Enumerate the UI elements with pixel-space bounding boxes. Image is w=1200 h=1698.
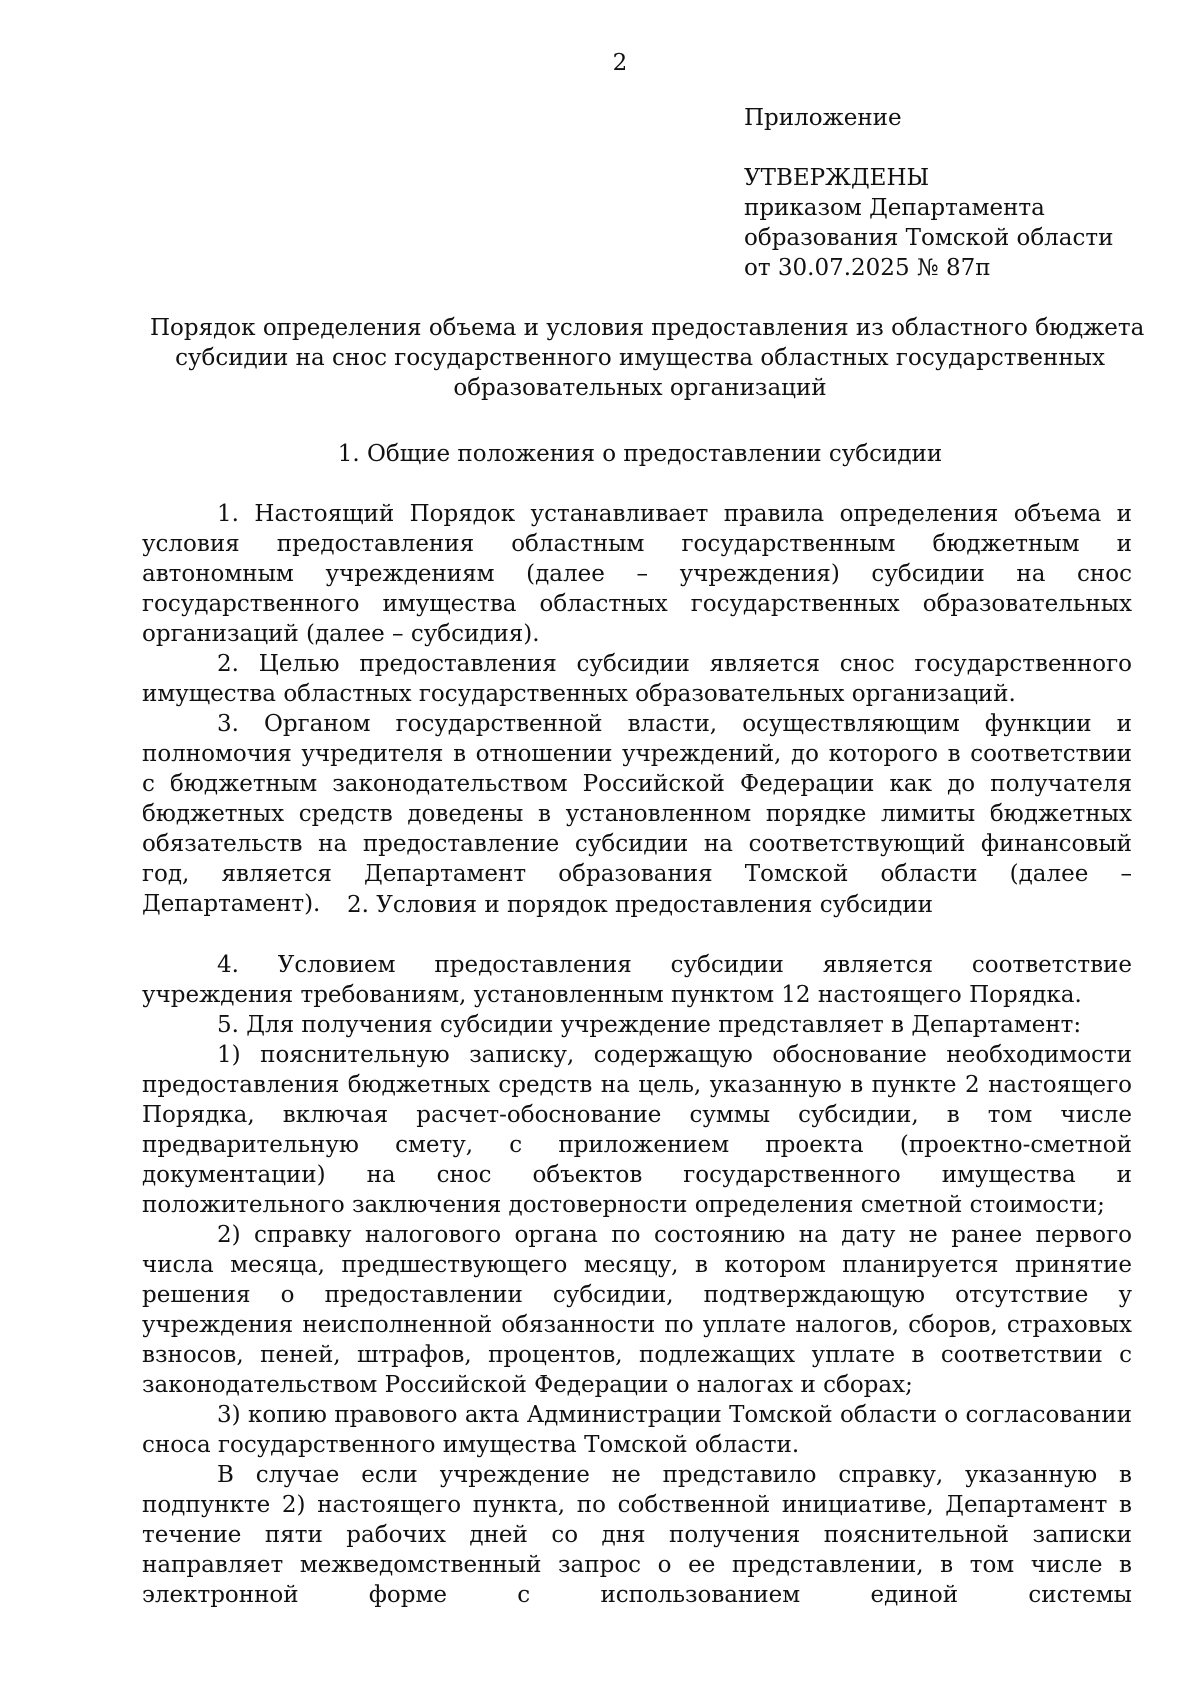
title-line-2: субсидии на снос государственного имущества областных государственных	[175, 345, 1105, 371]
subitem-1: 1) пояснительную записку, содержащую обоснование необходимости предоставления бюджетных средств на цель, указанную в пункте 2 настоящего Порядка, включая расчет-обоснование суммы субсидии, в том числе предварительную смету, с приложением проекта (проектно-сметной документации) на снос объектов государственного имущества и положительного заключения достоверности определения сметной стоимости;	[142, 1042, 1132, 1218]
section-1-heading: 1. Общие положения о предоставлении субсидии	[337, 441, 943, 467]
paragraph-case: В случае если учреждение не представило справку, указанную в подпункте 2) настоящего пункта, по собственной инициативе, Департамент в течение пяти рабочих дней со дня получения пояснительной записки направляет межведомственный запрос о ее представлении, в том числе в электронной форме с использованием единой системы	[142, 1462, 1132, 1608]
approval-line-2: образования Томской области	[744, 225, 1114, 251]
section-2-heading: 2. Условия и порядок предоставления субсидии	[347, 892, 933, 918]
approval-block	[744, 103, 1164, 283]
approval-line-1: приказом Департамента	[744, 195, 1045, 221]
subitem-3: 3) копию правового акта Администрации Томской области о согласовании сноса государственного имущества Томской области.	[142, 1402, 1132, 1458]
subitem-2: 2) справку налогового органа по состоянию на дату не ранее первого числа месяца, предшествующего месяцу, в котором планируется принятие решения о предоставлении субсидии, подтверждающую отсутствие у учреждения неисполненной обязанности по уплате налогов, сборов, страховых взносов, пеней, штрафов, процентов, подлежащих уплате в соответствии с законодательством Российской Федерации о налогах и сборах;	[142, 1222, 1132, 1398]
page-number: 2	[612, 50, 628, 76]
section-2-body	[142, 950, 1132, 1610]
appendix-label: Приложение	[744, 105, 902, 131]
title-line-3: образовательных организаций	[453, 375, 827, 401]
document-title	[150, 313, 1145, 403]
title-line-1: Порядок определения объема и условия предоставления из областного бюджета	[150, 315, 1145, 341]
paragraph-5: 5. Для получения субсидии учреждение представляет в Департамент:	[217, 1012, 1082, 1038]
approval-line-3: от 30.07.2025 № 87п	[744, 255, 991, 281]
paragraph-1: 1. Настоящий Порядок устанавливает правила определения объема и условия предоставления областным государственным бюджетным и автономным учреждениям (далее – учреждения) субсидии на снос государственного имущества областных государственных образовательных организаций (далее – субсидия).	[142, 501, 1132, 647]
section-1-body	[142, 499, 1132, 919]
paragraph-2: 2. Целью предоставления субсидии является снос государственного имущества областных государственных образовательных организаций.	[142, 651, 1132, 707]
approved-label: УТВЕРЖДЕНЫ	[744, 165, 930, 191]
paragraph-3: 3. Органом государственной власти, осуществляющим функции и полномочия учредителя в отношении учреждений, до которого в соответствии с бюджетным законодательством Российской Федерации как до получателя бюджетных средств доведены в установленном порядке лимиты бюджетных обязательств на предоставление субсидии на соответствующий финансовый год, является Департамент образования Томской области (далее – Департамент).	[142, 711, 1132, 917]
paragraph-4: 4. Условием предоставления субсидии является соответствие учреждения требованиям, установленным пунктом 12 настоящего Порядка.	[142, 952, 1132, 1008]
